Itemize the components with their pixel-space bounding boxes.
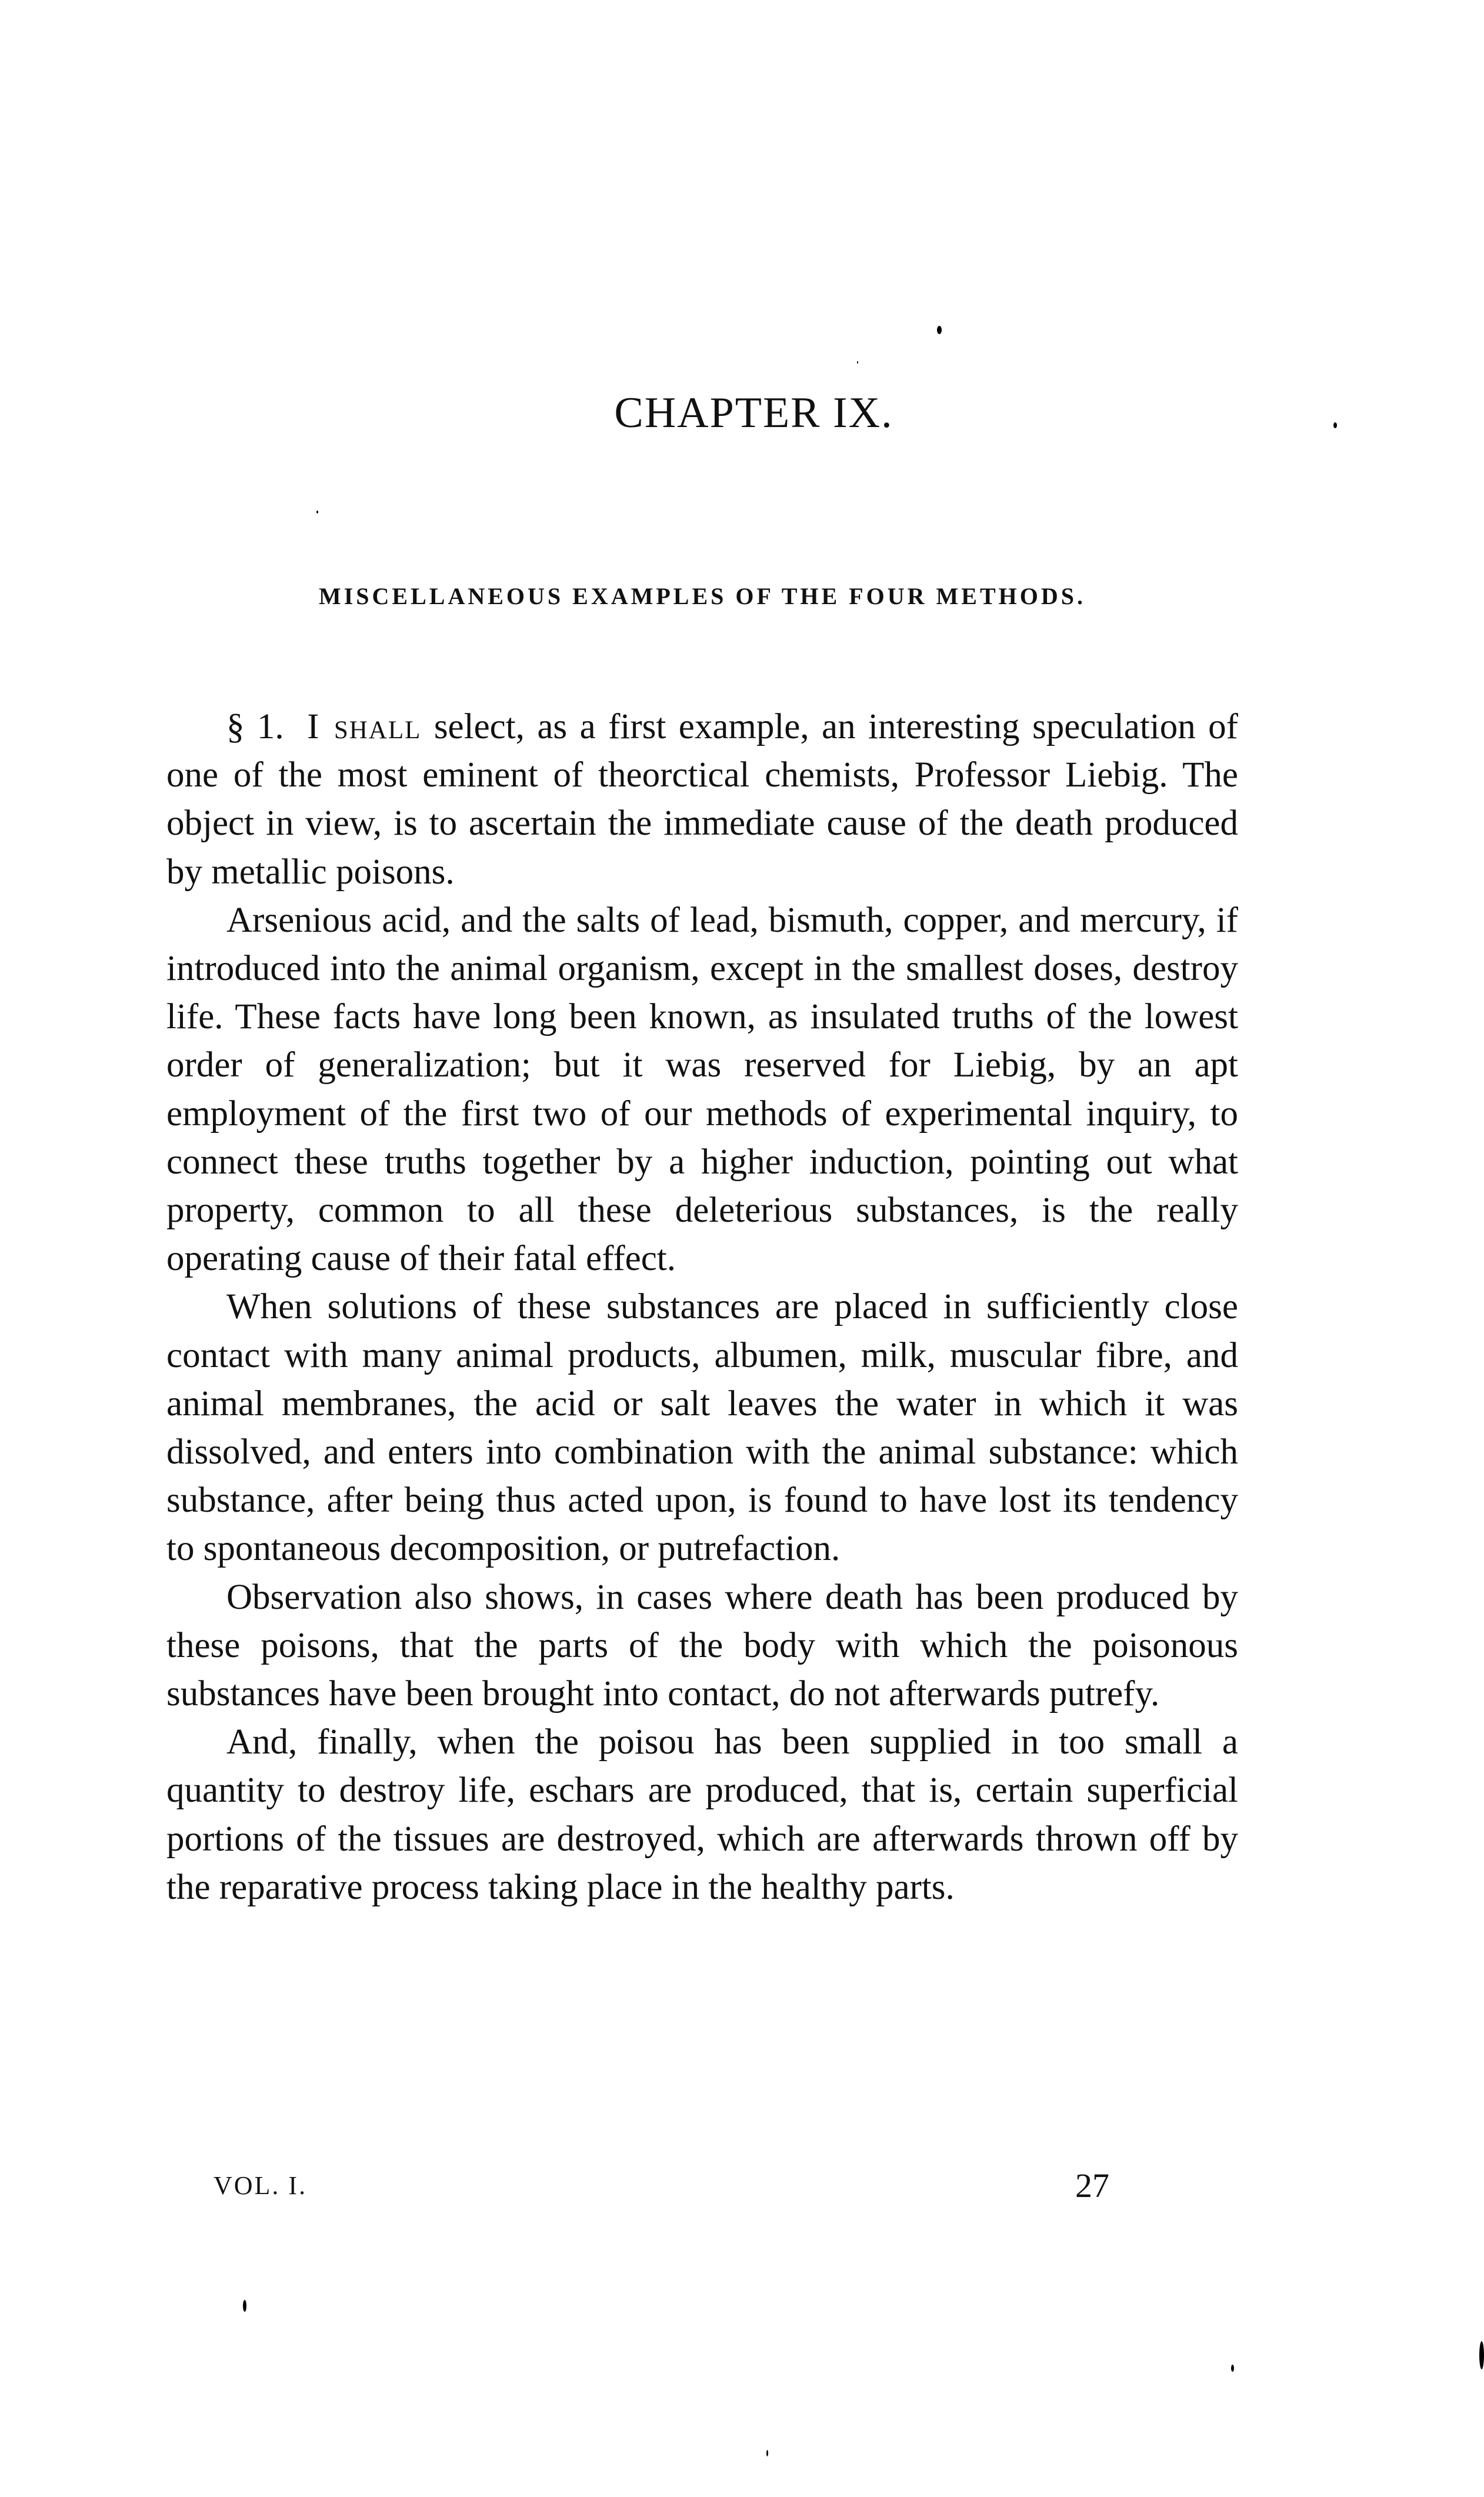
scan-speck bbox=[1231, 2365, 1234, 2372]
scan-speck bbox=[1479, 2341, 1484, 2369]
chapter-title: CHAPTER IX. bbox=[614, 389, 893, 437]
paragraph-1-text: select, as a first example, an interesting speculation of one of the most eminent of theorctical chemists, Professor Liebig. The object in view, is to ascertain the immediate cause of the death produced by metallic poisons. bbox=[166, 707, 1238, 892]
scan-speck bbox=[316, 511, 318, 514]
scan-speck bbox=[937, 326, 942, 334]
page-footer bbox=[0, 2166, 1484, 2218]
volume-signature: VOL. I. bbox=[214, 2171, 308, 2200]
scan-speck bbox=[857, 361, 858, 364]
scan-speck bbox=[1333, 422, 1337, 428]
paragraph-5: And, finally, when the poisou has been supplied in too small a quantity to destroy life, eschars are produced, that is, certain superficial portions of the tissues are destroyed, which are afterwards thrown off by the reparative process taking place in the healthy parts. bbox=[166, 1722, 1238, 1907]
paragraph-2: Arsenious acid, and the salts of lead, bismuth, copper, and mercury, if introduced into the animal organism, except in the smallest doses, destroy life. These facts have long been known, as insulated truths of the lowest order of generalization; but it was reserved for Liebig, by an apt employment of the first two of our methods of experimental inquiry, to connect these truths together by a higher induction, pointing out what property, common to all these deleterious substances, is the really operating cause of their fatal effect. bbox=[166, 900, 1238, 1279]
scan-speck bbox=[766, 2450, 768, 2456]
chapter-subtitle: MISCELLANEOUS EXAMPLES OF THE FOUR METHODS. bbox=[318, 583, 1086, 609]
paragraph-3: When solutions of these substances are placed in sufficiently close contact with many animal products, albumen, milk, muscular fibre, and animal membranes, the acid or salt leaves the water in which it was dissolved, and enters into combination with the animal substance: which substance, after being thus acted upon, is found to have lost its tendency to spontaneous decomposition, or putrefaction. bbox=[166, 1287, 1238, 1569]
page-number: 27 bbox=[1075, 2166, 1109, 2205]
body-text bbox=[166, 703, 1238, 1912]
paragraph-1 bbox=[166, 703, 1238, 896]
lead-word: I shall bbox=[307, 707, 422, 746]
scan-speck bbox=[243, 2300, 246, 2312]
section-number: § 1. bbox=[226, 707, 284, 746]
paragraph-4: Observation also shows, in cases where death has been produced by these poisons, that the parts of the body with which the poisonous substances have been brought into contact, do not afterwards putrefy. bbox=[166, 1577, 1238, 1714]
